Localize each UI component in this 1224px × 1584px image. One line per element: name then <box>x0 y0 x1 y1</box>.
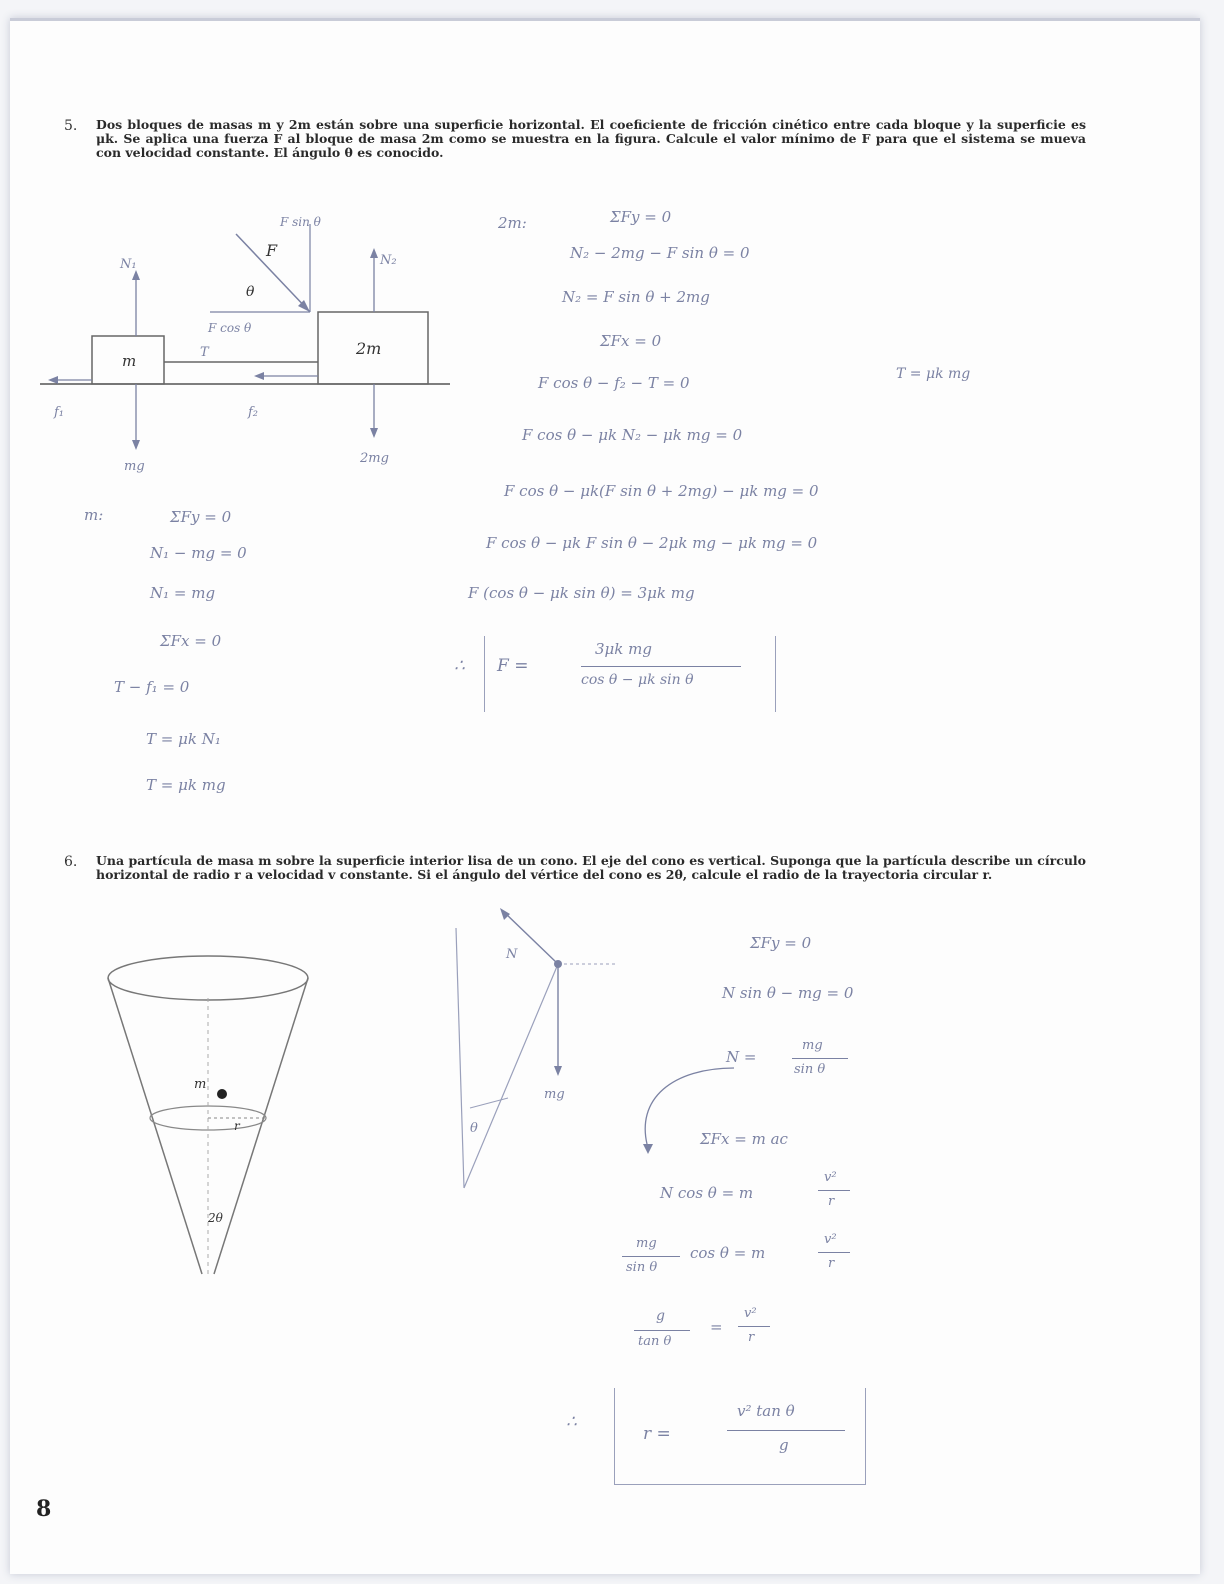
block-2m-label: 2m <box>356 339 382 358</box>
work-right-line-5: F cos θ − μk N₂ − μk mg = 0 <box>522 426 743 444</box>
tension-label: T <box>200 345 209 360</box>
two-block-diagram <box>40 204 460 484</box>
work-right-line-3: ΣFx = 0 <box>600 332 662 350</box>
work-left-line-5: T = μk N₁ <box>146 730 221 748</box>
work-right-side-note: T = μk mg <box>896 366 971 382</box>
n2-label: N₂ <box>380 253 397 268</box>
problem-1-statement: Dos bloques de masas m y 2m están sobre una superficie horizontal. El coeficiente de fricción cinético entre cada bloque y la superficie es μk. Se aplica una fuerza F al bloque de masa 2m como se muestra en la figura. Calcule el valor mínimo de F para que el sistema se mueva con velocidad constante. El ángulo θ es conocido. <box>96 117 1086 160</box>
document-page: 5. Dos bloques de masas m y 2m están sobre una superficie horizontal. El coeficiente de fricción cinético entre cada bloque y la superficie es μk. Se aplica una fuerza F al bloque de masa 2m como se muestra en la figura. Calcule el valor mínimo de F para que el sistema se mueva con velocidad constante. El ángulo θ es conocido. F F sin θ F cos θ θ N₁ N₂ m 2m T f₁ f₂ mg 2mg m: ΣFy = 0 N₁ − mg = 0 N₁ = mg ΣFx = 0 T − f₁ = 0 T = μk N₁ T = μk mg 2m: ΣFy = 0 N₂ − 2mg − F sin θ = 0 N₂ = F sin θ + 2mg ΣFx = 0 F cos θ − f₂ − T = 0 F cos θ − μk N₂ − μk mg = 0 F cos θ − μk(F sin θ + 2mg) − μk mg = 0 F cos θ − μk F sin θ − 2μk mg − μk mg = 0 F (cos θ − μk sin θ) = 3μk mg T = μk mg ∴ F = 3μk mg cos θ − μk sin θ 6. Una partícula de masa m sobre la superficie interior lisa de un cono. El eje del cono es vertical. Suponga que la partícula describe un círculo horizontal de radio r a velocidad v constante. Si el ángulo del vértice del cono es 2θ, calcule el radio de la trayectoria circular r. m r 2θ N mg θ ΣFy = 0 N sin θ − mg = 0 N = mg sin θ ΣFx = m ac N cos θ = m v² r mg sin θ cos θ = m v² r g tan θ = v² r ∴ r = v² tan θ g 8 <box>10 18 1200 1574</box>
work-right-line-7: F cos θ − μk F sin θ − 2μk mg − μk mg = 0 <box>486 534 818 552</box>
fbd-weight-label: mg <box>544 1087 565 1102</box>
work-left-line-4: T − f₁ = 0 <box>114 678 190 696</box>
work2-n-den: sin θ <box>794 1062 826 1077</box>
answer-1-numerator: 3μk mg <box>595 640 652 658</box>
work2-sub-mid: cos θ = m <box>690 1244 766 1262</box>
work2-sub-num: mg <box>636 1236 657 1251</box>
f2-label: f₂ <box>248 405 259 420</box>
work-left-line-1: N₁ − mg = 0 <box>150 544 247 562</box>
theta-label: θ <box>246 284 255 300</box>
work2-line-1: N sin θ − mg = 0 <box>722 984 854 1002</box>
work2-ncos-den: r <box>828 1194 835 1209</box>
work2-ncos-num: v² <box>824 1170 837 1185</box>
work-right-line-2: N₂ = F sin θ + 2mg <box>562 288 710 306</box>
answer-1-denominator: cos θ − μk sin θ <box>581 672 694 688</box>
fbd-theta-label: θ <box>470 1121 478 1136</box>
cone-figure <box>98 938 328 1288</box>
answer-2-denominator: g <box>779 1436 789 1454</box>
work-left-line-6: T = μk mg <box>146 776 226 794</box>
work-right-line-4: F cos θ − f₂ − T = 0 <box>538 374 690 392</box>
fcos-label: F cos θ <box>208 321 252 335</box>
work-right-line-6: F cos θ − μk(F sin θ + 2mg) − μk mg = 0 <box>504 482 819 500</box>
work2-n-num: mg <box>802 1038 823 1053</box>
work2-tan-num: g <box>656 1308 665 1324</box>
fsin-label: F sin θ <box>280 215 321 229</box>
work2-tan-rhs-num: v² <box>744 1306 757 1321</box>
work2-sub-rhs-num: v² <box>824 1232 837 1247</box>
answer-1-lhs: F = <box>497 656 529 676</box>
work-right-line-8: F (cos θ − μk sin θ) = 3μk mg <box>468 584 695 602</box>
cone-radius-label: r <box>234 1119 240 1133</box>
answer-1-box <box>484 636 776 712</box>
work-right-header: 2m: <box>498 214 527 232</box>
particle-fbd <box>440 898 640 1208</box>
particle <box>217 1089 227 1099</box>
answer-2-lhs: r = <box>643 1424 671 1444</box>
problem-2-statement: Una partícula de masa m sobre la superficie interior lisa de un cono. El eje del cono es vertical. Suponga que la partícula describe un círculo horizontal de radio r a velocidad v constante. Si el ángulo del vértice del cono es 2θ, calcule el radio de la trayectoria circular r. <box>96 853 1086 882</box>
force-label: F <box>266 241 278 260</box>
work-left-line-0: ΣFy = 0 <box>170 508 232 526</box>
block-m-label: m <box>122 352 137 370</box>
work2-tan-rhs-den: r <box>748 1330 755 1345</box>
cone-mass-label: m <box>194 1077 207 1092</box>
work-right-line-0: ΣFy = 0 <box>610 208 672 226</box>
work2-line-0: ΣFy = 0 <box>750 934 812 952</box>
work-left-line-2: N₁ = mg <box>150 584 216 602</box>
work2-tan-den: tan θ <box>638 1334 672 1349</box>
work2-sub-den: sin θ <box>626 1260 658 1275</box>
mg-label: mg <box>124 459 145 474</box>
answer-2-numerator: v² tan θ <box>737 1402 795 1420</box>
work2-ncos-lhs: N cos θ = m <box>660 1184 754 1202</box>
work2-sub-rhs-den: r <box>828 1256 835 1271</box>
problem-1-number: 5. <box>64 118 78 134</box>
work-left-header: m: <box>84 506 104 524</box>
answer-2-prefix: ∴ <box>566 1412 577 1432</box>
fbd-normal-label: N <box>506 947 518 962</box>
answer-2-box <box>614 1388 866 1485</box>
page-number: 8 <box>36 1496 52 1522</box>
answer-1-prefix: ∴ <box>454 656 465 676</box>
problem-2-number: 6. <box>64 854 78 870</box>
n1-label: N₁ <box>120 257 137 272</box>
work2-n-lhs: N = <box>726 1048 757 1066</box>
work-left-line-3: ΣFx = 0 <box>160 632 222 650</box>
cone-angle-label: 2θ <box>208 1211 223 1225</box>
f1-label: f₁ <box>54 405 65 420</box>
work-right-line-1: N₂ − 2mg − F sin θ = 0 <box>570 244 750 262</box>
2mg-label: 2mg <box>360 451 389 466</box>
work2-line-fx: ΣFx = m ac <box>700 1130 788 1148</box>
